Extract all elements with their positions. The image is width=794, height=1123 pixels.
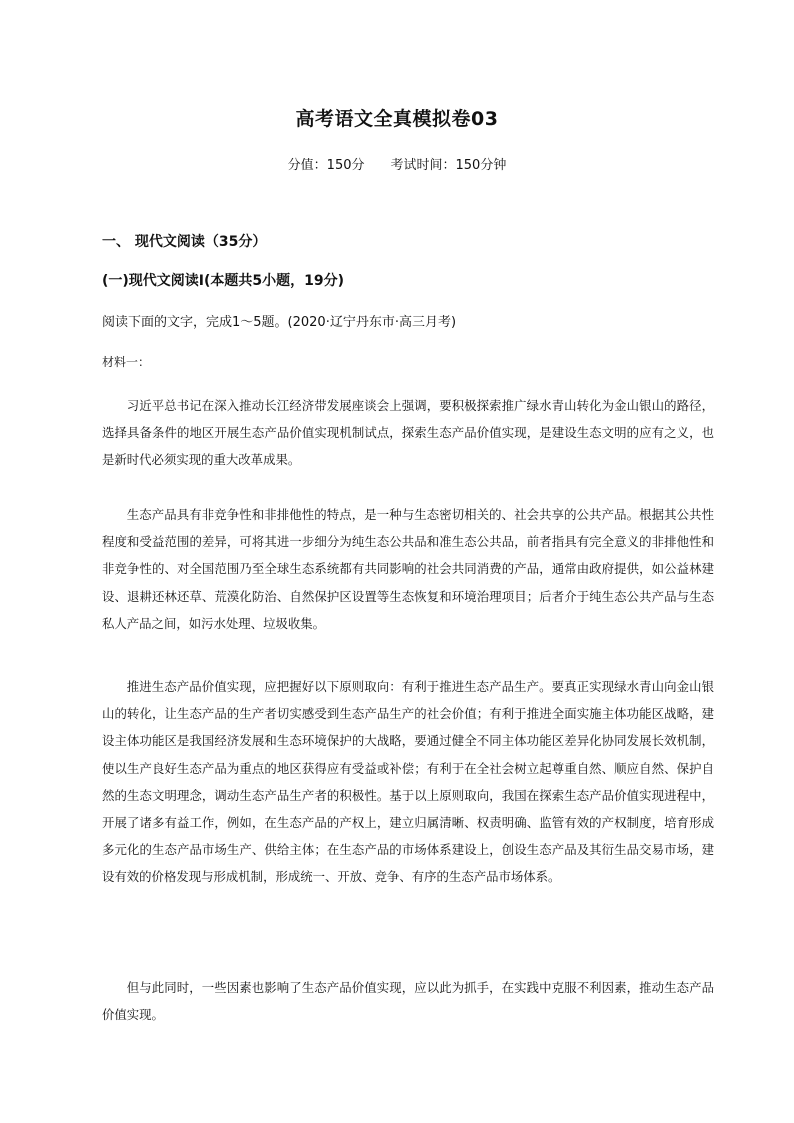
paragraph: 推进生态产品价值实现，应把握好以下原则取向：有利于推进生态产品生产。要真正实现绿水青山向金山银山的转化，让生态产品的生产者切实感受到生态产品生产的社会价值；有利于推进全面实施主体功能区战略，建设主体功能区是我国经济发展和生态环境保护的大战略，要通过健全不同主体功能区差异化协同发展长效机制，使以生产良好生态产品为重点的地区获得应有受益或补偿；有利于在全社会树立起尊重自然、顺应自然、保护自然的生态文明理念，调动生态产品生产者的积极性。基于以上原则取向，我国在探索生态产品价值实现进程中，开展了诸多有益工作，例如，在生态产品的产权上，建立归属清晰、权责明确、监管有效的产权制度，培育形成多元化的生态产品市场生产、供给主体；在生态产品的市场体系建设上，创设生态产品及其衍生品交易市场，建设有效的价格发现与形成机制，形成统一、开放、竞争、有序的生态产品市场体系。 <box>102 679 714 885</box>
reading-instruction: 阅读下面的文字，完成1～5题。(2020·辽宁丹东市·高三月考) <box>102 315 457 330</box>
score-info: 分值：150分 <box>287 158 365 173</box>
subsection-heading: (一)现代文阅读Ⅰ(本题共5小题，19分) <box>102 273 345 289</box>
paragraph: 习近平总书记在深入推动长江经济带发展座谈会上强调，要积极探索推广绿水青山转化为金山银山的路径，选择具备条件的地区开展生态产品价值实现机制试点，探索生态产品价值实现，是建设生态文明的应有之义，也是新时代必须实现的重大改革成果。 <box>102 398 714 468</box>
exam-meta <box>0 154 794 173</box>
section-heading: 一、 现代文阅读（35分） <box>102 234 267 250</box>
material-label: 材料一： <box>102 355 151 369</box>
time-info: 考试时间：150分钟 <box>390 158 507 173</box>
paragraph: 生态产品具有非竞争性和非排他性的特点，是一种与生态密切相关的、社会共享的公共产品。根据其公共性程度和受益范围的差异，可将其进一步细分为纯生态公共品和准生态公共品，前者指具有完全意义的非排他性和非竞争性的、对全国范围乃至全球生态系统都有共同影响的社会共同消费的产品，通常由政府提供，如公益林建设、退耕还林还草、荒漠化防治、自然保护区设置等生态恢复和环境治理项目；后者介于纯生态公共产品与生态私人产品之间，如污水处理、垃圾收集。 <box>102 507 714 631</box>
paragraph: 但与此同时，一些因素也影响了生态产品价值实现，应以此为抓手，在实践中克服不利因素，推动生态产品价值实现。 <box>102 980 714 1023</box>
page-title: 高考语文全真模拟卷03 <box>295 108 499 130</box>
